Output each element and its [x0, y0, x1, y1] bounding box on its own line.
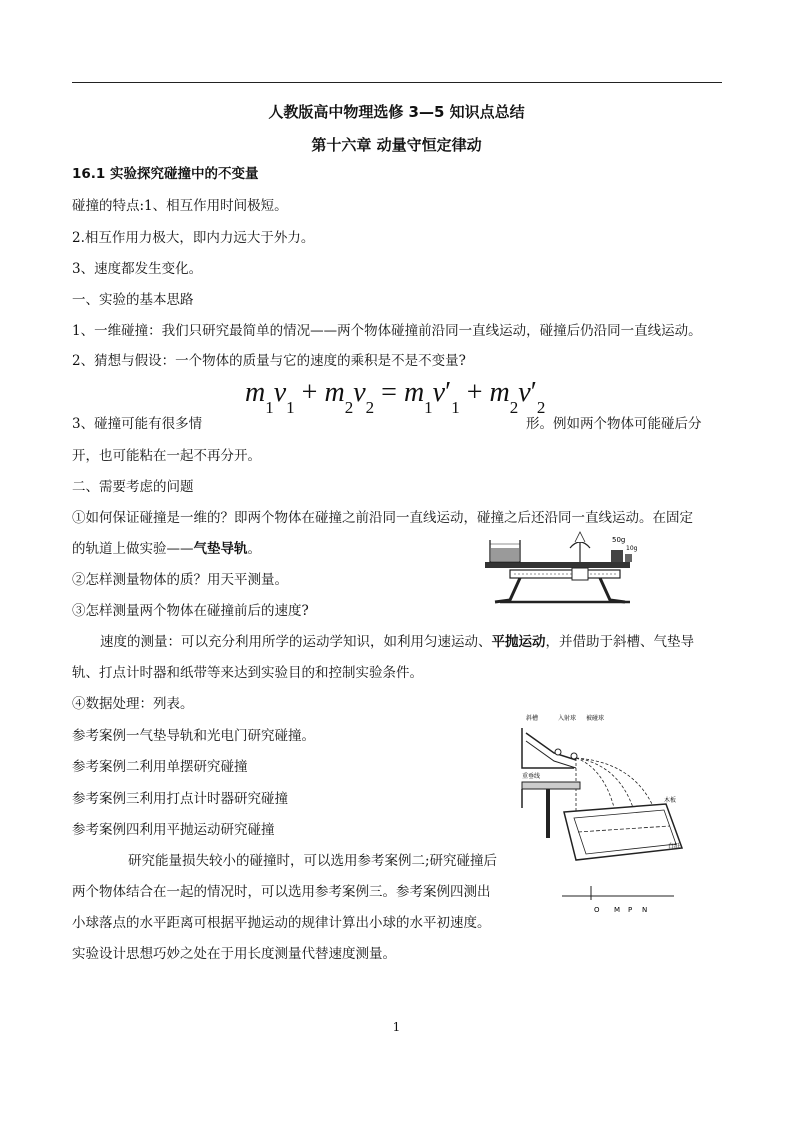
projectile-figure: [514, 708, 689, 918]
mark-n: N: [642, 906, 648, 914]
paragraph-1: 1、一维碰撞：我们只研究最简单的情况——两个物体碰撞前沿同一直线运动，碰撞后仍沿同一直线运动。: [72, 323, 702, 339]
mark-m: M: [614, 906, 621, 914]
label-plumb: 重垂线: [522, 773, 541, 780]
paragraph-3-left: 3、碰撞可能有很多情: [72, 416, 203, 432]
label-ball-in: 入射球: [558, 715, 577, 722]
header-rule: [72, 82, 722, 83]
label-board: 木板: [664, 797, 677, 804]
case-4: 参考案例四利用平抛运动研究碰撞: [72, 822, 275, 838]
paragraph-3-right: 形。例如两个物体可能碰后分: [526, 416, 702, 432]
case-1: 参考案例一气垫导轨和光电门研究碰撞。: [72, 728, 315, 744]
mark-p: P: [628, 906, 633, 914]
part1-heading: 一、实验的基本思路: [72, 292, 194, 308]
conclusion-3: 小球落点的水平距离可根据平抛运动的规律计算出小球的水平初速度。: [72, 915, 491, 931]
feature-3: 3、速度都发生变化。: [72, 261, 203, 277]
weight-10-label: 10g: [626, 545, 638, 552]
momentum-formula: $m_1v_1 + m_2v_2 = m_1v'_1 + m_2v'_2$: [245, 377, 546, 417]
label-paper: 白纸: [668, 843, 681, 850]
balance-figure: [480, 530, 640, 608]
conclusion-1: 研究能量损失较小的碰撞时，可以选用参考案例二;研究碰撞后: [128, 853, 498, 869]
mark-o: O: [594, 906, 600, 914]
paragraph-3-cont: 开，也可能粘在一起不再分开。: [72, 448, 261, 464]
conclusion-2: 两个物体结合在一起的情况时，可以选用参考案例三。参考案例四测出: [72, 884, 491, 900]
question-2: ②怎样测量物体的质？用天平测量。: [72, 572, 288, 588]
conclusion-4: 实验设计思想巧妙之处在于用长度测量代替速度测量。: [72, 946, 396, 962]
page-number: 1: [392, 1020, 401, 1034]
case-3: 参考案例三利用打点计时器研究碰撞: [72, 791, 288, 807]
label-chute: 斜槽: [526, 715, 539, 722]
paragraph-2: 2、猜想与假设：一个物体的质量与它的速度的乘积是不是不变量?: [72, 353, 466, 369]
question-1a: ①如何保证碰撞是一维的？即两个物体在碰撞之前沿同一直线运动，碰撞之后还沿同一直线运动。在固定: [72, 510, 693, 526]
speed-para-a: 速度的测量：可以充分利用所学的运动学知识，如利用匀速运动、平抛运动，并借助于斜槽、气垫导: [100, 634, 694, 650]
label-ball-hit: 被碰球: [586, 715, 605, 722]
part2-heading: 二、需要考虑的问题: [72, 479, 194, 495]
document-title: 人教版高中物理选修 3—5 知识点总结: [268, 103, 525, 121]
feature-1: 碰撞的特点:1、相互作用时间极短。: [72, 198, 288, 214]
section-heading: 16.1 实验探究碰撞中的不变量: [72, 166, 259, 182]
weight-50-label: 50g: [612, 536, 626, 544]
question-3: ③怎样测量两个物体在碰撞前后的速度?: [72, 603, 309, 619]
question-4: ④数据处理：列表。: [72, 696, 194, 712]
case-2: 参考案例二利用单摆研究碰撞: [72, 759, 248, 775]
feature-2: 2.相互作用力极大，即内力远大于外力。: [72, 230, 315, 246]
speed-para-b: 轨、打点计时器和纸带等来达到实验目的和控制实验条件。: [72, 665, 423, 681]
chapter-title: 第十六章 动量守恒定律动: [311, 136, 482, 154]
question-1b: 的轨道上做实验——气垫导轨。: [72, 541, 261, 557]
